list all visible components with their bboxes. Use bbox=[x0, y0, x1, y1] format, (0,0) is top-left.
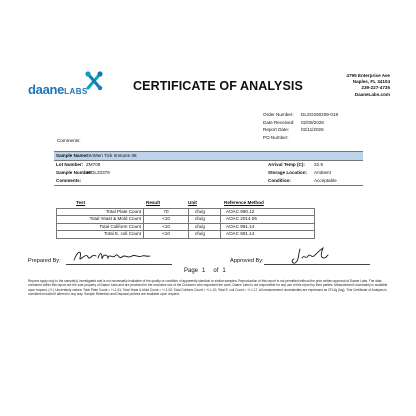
test-unit: cfu/g bbox=[189, 216, 221, 222]
table-row bbox=[57, 216, 315, 223]
order-row: Order Number: DLSO260209-018 bbox=[263, 112, 339, 117]
logo-wordmark: daaneLABS bbox=[28, 82, 88, 97]
sample-number-value: 26DL33378 bbox=[86, 169, 110, 175]
prepared-signature-line bbox=[66, 264, 172, 265]
sample-number-label: Sample Number: bbox=[56, 169, 93, 175]
arrival-temp-value: 22.9 bbox=[314, 161, 323, 167]
test-name: Total Coliform Count bbox=[57, 224, 144, 230]
sample-name-label: Sample Name: bbox=[56, 153, 88, 158]
condition-value: Acceptable bbox=[314, 177, 337, 183]
address-line: Naples, FL 34104 bbox=[352, 79, 390, 85]
test-unit: cfu/g bbox=[189, 209, 221, 215]
test-unit: cfu/g bbox=[189, 224, 221, 230]
lot-number-value: ZM708 bbox=[86, 161, 101, 167]
table-row bbox=[57, 224, 315, 231]
order-row: PO Number: bbox=[263, 134, 289, 140]
approved-by-label: Approved By: bbox=[230, 258, 264, 264]
test-name: Total E. coli Count bbox=[57, 231, 144, 237]
approved-signature-line bbox=[264, 264, 370, 265]
test-unit: cfu/g bbox=[189, 231, 221, 237]
test-result: <10 bbox=[144, 216, 189, 222]
arrival-temp-label: Arrival Temp (C): bbox=[268, 161, 305, 167]
daane-labs-logo bbox=[28, 70, 108, 100]
sample-name-value: ZenMen Tick Immune 08 bbox=[86, 153, 137, 158]
condition-label: Condition: bbox=[268, 177, 291, 183]
address-line: 4795 Enterprise Ave bbox=[346, 73, 390, 78]
col-header-test: Test bbox=[76, 200, 86, 205]
table-row bbox=[57, 209, 315, 216]
order-row: Date Received: 02/09/2026 bbox=[263, 119, 324, 125]
storage-location-label: Storage Location: bbox=[268, 169, 308, 175]
order-meta bbox=[263, 111, 338, 141]
col-header-unit: Unit bbox=[188, 200, 197, 205]
test-reference: AOAC 991.14 bbox=[221, 224, 315, 230]
prepared-by-label: Prepared By: bbox=[28, 258, 61, 264]
sample-row bbox=[54, 177, 363, 185]
lot-number-label: Lot Number: bbox=[56, 161, 84, 167]
col-header-result: Result bbox=[146, 200, 161, 205]
order-row: Report Date: 02/11/2026 bbox=[263, 127, 324, 133]
document-title: CERTIFICATE OF ANALYSIS bbox=[133, 79, 303, 93]
prepared-signature-image bbox=[72, 248, 152, 264]
results-grid bbox=[56, 208, 315, 239]
test-result: <10 bbox=[144, 231, 189, 237]
address-link[interactable]: DaaneLabs.com bbox=[354, 91, 390, 97]
test-result: <10 bbox=[144, 224, 189, 230]
lab-address bbox=[346, 73, 390, 98]
test-reference: AOAC 990.12 bbox=[221, 209, 315, 215]
sample-info bbox=[54, 151, 363, 188]
test-name: Total Plate Count bbox=[57, 209, 144, 215]
sample-row bbox=[54, 161, 363, 169]
test-result: 70 bbox=[144, 209, 189, 215]
comments-label: Comments: bbox=[57, 138, 81, 143]
address-line: 239-227-4735 bbox=[361, 85, 390, 91]
test-reference: AOAC 991.14 bbox=[221, 231, 315, 237]
sample-comments-label: Comments: bbox=[56, 177, 82, 183]
sample-row bbox=[54, 169, 363, 177]
table-row bbox=[57, 231, 315, 238]
col-header-reference: Reference Method bbox=[224, 200, 264, 205]
page-indicator: Page 1 of 1 bbox=[184, 268, 226, 274]
divider bbox=[54, 185, 363, 186]
sample-row bbox=[54, 152, 363, 160]
disclaimer-text: Reports apply only to the sample(s) investigated and is not necessarily indicative of the quality or condition of apparently identical or similar samples. Reproduction of this report is not permitted without the prior written approval of Daane Labs. The data contained within this report are the sole property of Daane Labs and are provided for the exclusive use of the Customer who requested the work. Daane Labs is not responsible for any use of this report by third parties. Measurement Uncertainty is available upon request. (+/-) Uncertainty values: Total Plate Count = +/-1.51; Total Yeast & Mold Count = +/-1.02; Total Coliform Count = +/-1.10; Total E. coli Count = +/-1.17. All measurement uncertainties are expressed as CFU/g (log). This Certificate of Analysis is considered invalid if altered in any way. Sample Retention and Disposal policies are available upon request. bbox=[28, 279, 388, 296]
test-reference: AOAC 2014.05 bbox=[221, 216, 315, 222]
test-name: Total Yeast & Mold Count bbox=[57, 216, 144, 222]
storage-location-value: Ambient bbox=[314, 169, 331, 175]
